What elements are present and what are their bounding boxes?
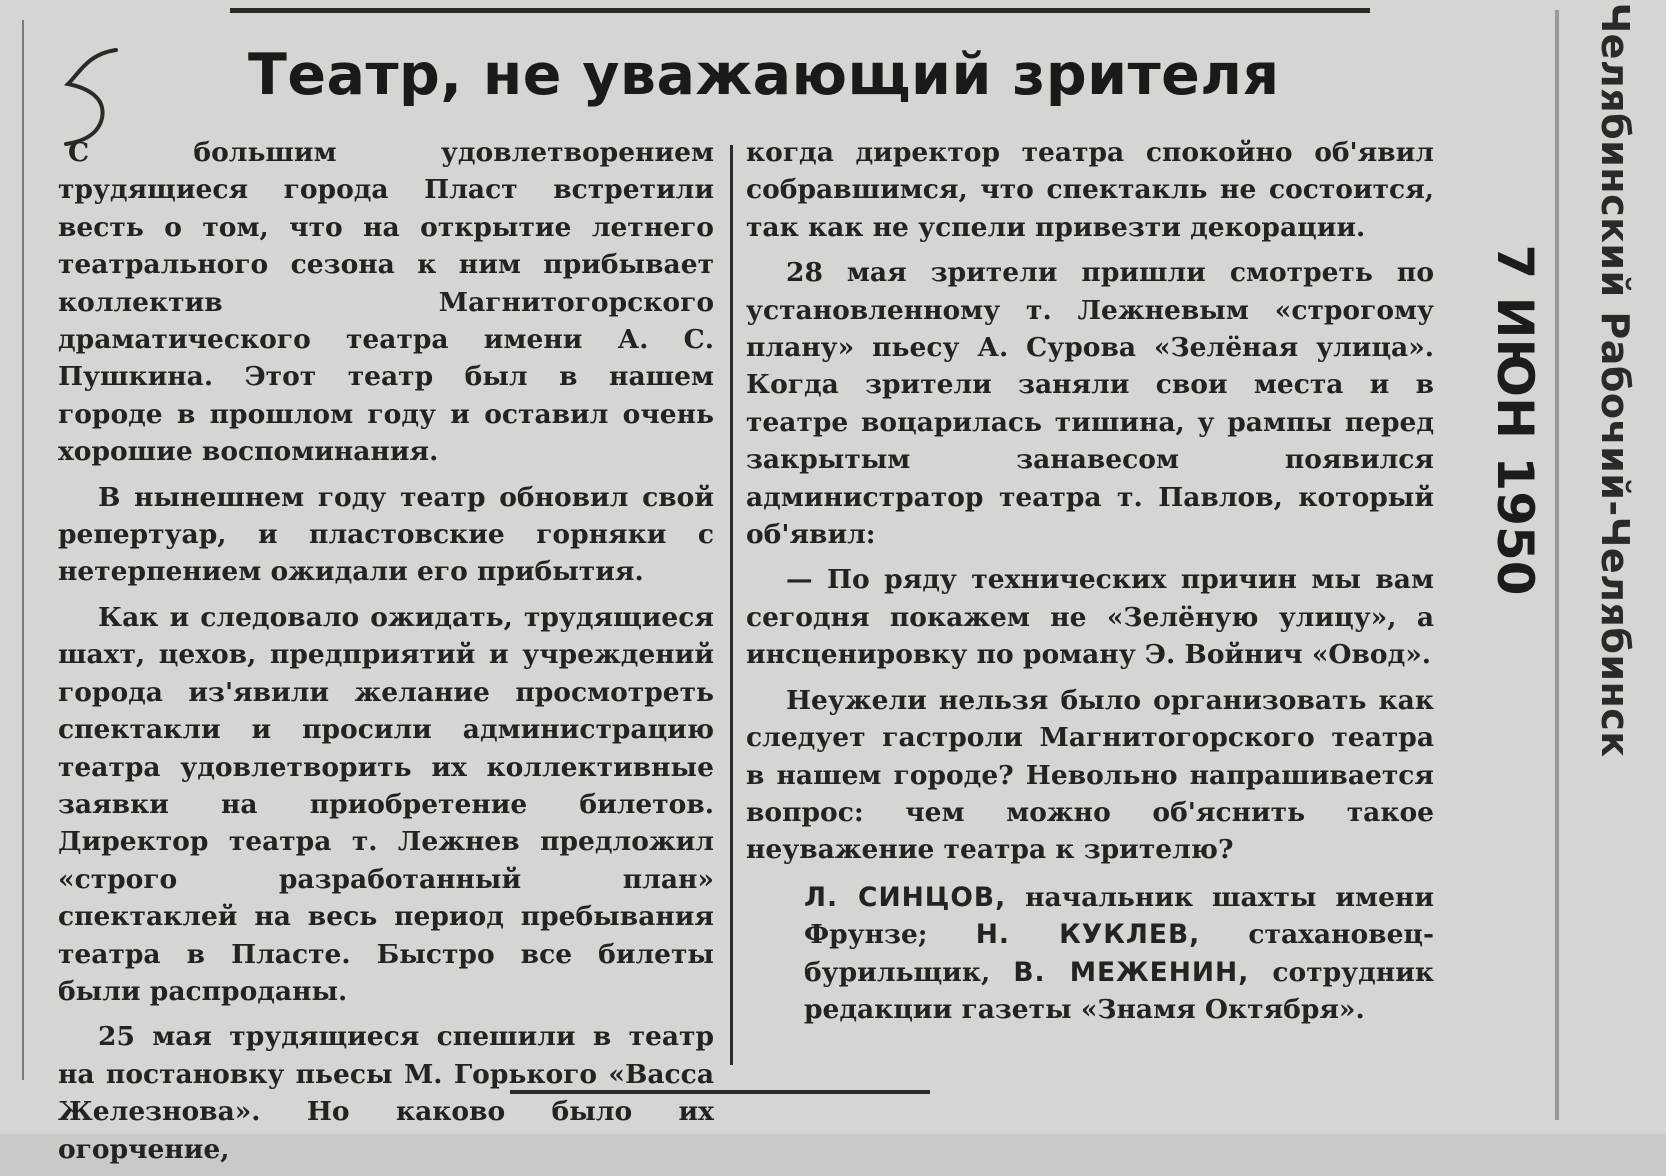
signature-role: стахановец-бурильщик, xyxy=(804,919,1435,988)
signature-name: Н. КУКЛЕВ, xyxy=(975,919,1201,951)
date-stamp: 7 ИЮН 1950 xyxy=(1486,244,1544,596)
column-divider xyxy=(730,145,733,1065)
article-signature xyxy=(746,879,1434,1029)
paragraph: Как и следовало ожидать, трудящиеся шахт, цехов, предприятий и учреждений города из'явили желание просмотреть спектакли и просили администрацию театра удовлетворить их коллективные заявки на приобретение билетов. Директор театра т. Лежнев предложил «строго разработанный план» спектаклей на весь период пребывания театра в Пласте. Быстро все билеты были распроданы. xyxy=(58,601,714,1007)
bottom-rule xyxy=(510,1090,930,1094)
article-left-column xyxy=(58,134,714,1176)
right-edge-line xyxy=(1555,10,1559,1120)
newspaper-name-stamp: Челябинский Рабочий-Челябинск xyxy=(1593,2,1637,758)
left-edge-line xyxy=(22,20,24,1080)
article-headline: Театр, не уважающий зрителя xyxy=(248,42,1280,108)
paragraph: С большим удовлетворением трудящиеся города Пласт встретили весть о том, что на открытие летнего театрального сезона к ним прибывает коллектив Магнитогорского драматического театра имени А. С. Пушкина. Этот театр был в нашем городе в прошлом году и оставил очень хорошие воспоминания. xyxy=(58,137,714,468)
paragraph: 28 мая зрители пришли смотреть по установленному т. Лежневым «строгому плану» пьесу А. Сурова «Зелёная улица». Когда зрители заняли свои места и в театре воцарилась тишина, у рампы перед закрытым занавесом появился администратор театра т. Павлов, который об'явил: xyxy=(746,257,1434,551)
paragraph: когда директор театра спокойно об'явил собравшимся, что спектакль не состоится, так как не успели привезти декорации. xyxy=(746,137,1434,243)
paragraph: Неужели нельзя было организовать как следует гастроли Магнитогорского театра в нашем городе? Невольно напрашивается вопрос: чем можно об'яснить такое неуважение театра к зрителю? xyxy=(746,684,1434,866)
signature-name: Л. СИНЦОВ, xyxy=(804,881,1007,913)
article-right-column xyxy=(746,134,1434,1036)
signature-role: сотрудник редакции газеты «Знамя Октября». xyxy=(804,956,1434,1025)
paragraph: В нынешнем году театр обновил свой репертуар, и пластовские горняки с нетерпением ожидали его прибытия. xyxy=(58,481,714,588)
paragraph: — По ряду технических причин мы вам сегодня покажем не «Зелёную улицу», а инсценировку по роману Э. Войнич «Овод». xyxy=(746,564,1434,671)
signature-role: начальник шахты имени Фрунзе; xyxy=(804,881,1434,951)
paragraph: 25 мая трудящиеся спешили в театр на постановку пьесы М. Горького «Васса Железнова». Но каково было их огорчение, xyxy=(58,1021,714,1165)
top-rule xyxy=(230,8,1370,13)
signature-name: В. МЕЖЕНИН, xyxy=(1013,956,1250,988)
